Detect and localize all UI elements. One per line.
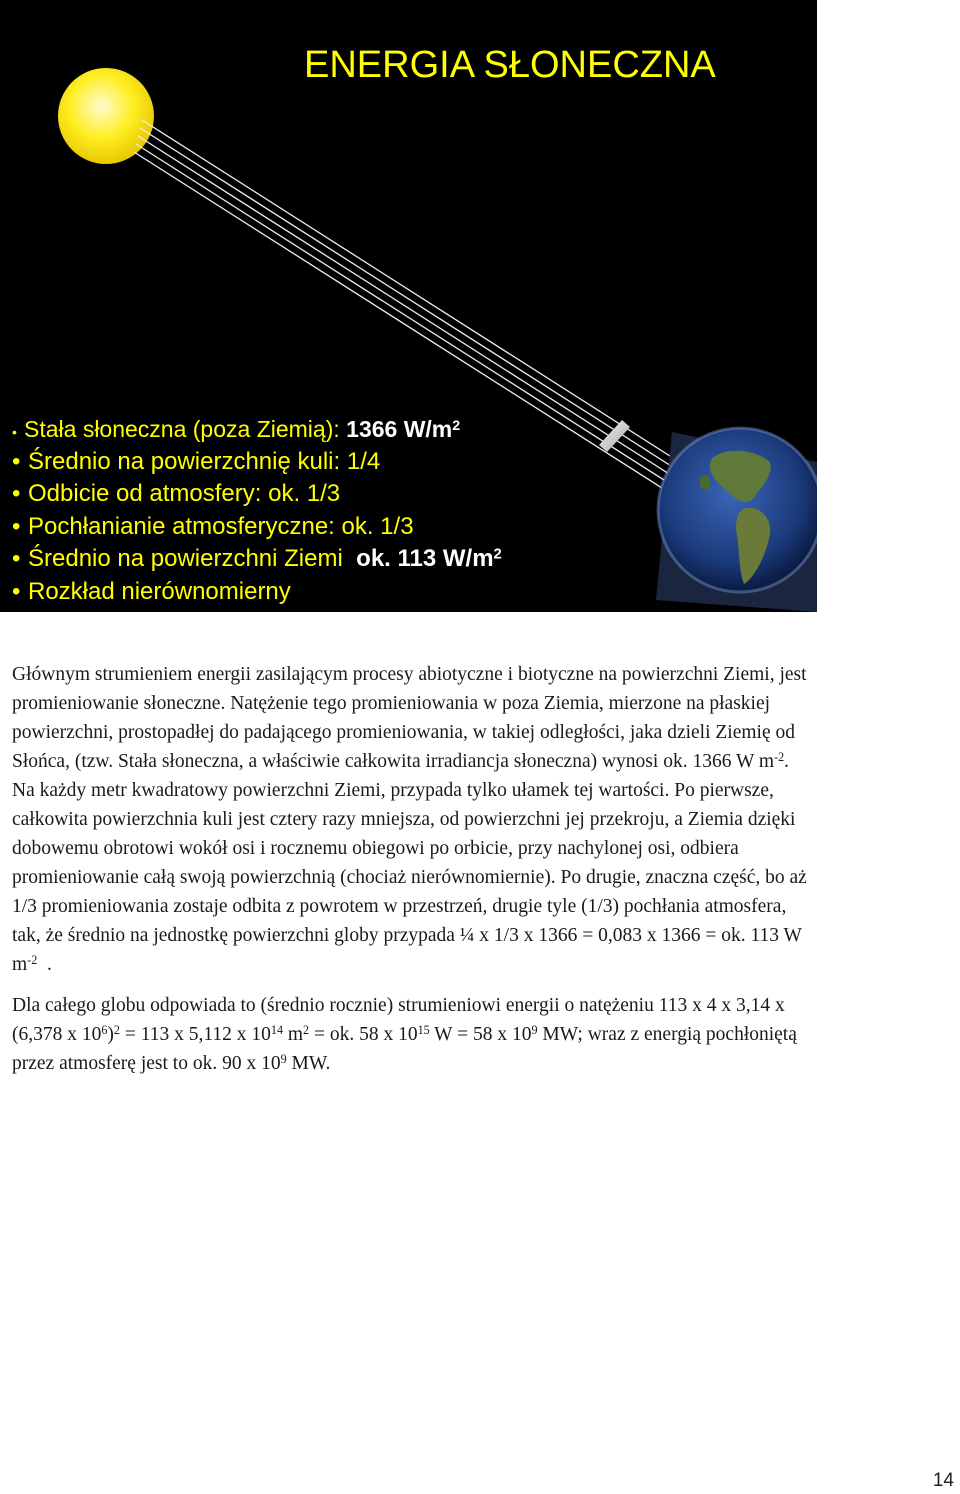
page-number: 14 <box>932 1470 954 1491</box>
superscript: 15 <box>417 1022 430 1037</box>
bullet-item <box>12 576 502 609</box>
bullet-value: ok. 113 W/m <box>356 545 494 572</box>
bullet-icon: • <box>12 480 21 507</box>
text-run: Dla całego globu odpowiada to (średnio rocznie) strumieniowi energii o natężeniu 113 x 4 x 3,14 x (6,378 x 10 <box>12 995 785 1045</box>
superscript: 2 <box>303 1022 310 1037</box>
bullet-item <box>12 511 502 544</box>
text-run: MW. <box>286 1053 331 1074</box>
superscript: 6 <box>101 1022 108 1037</box>
slide-bullets <box>12 413 502 608</box>
text-run: = ok. 58 x 10 <box>309 1024 418 1045</box>
slide-title: ENERGIA SŁONECZNA <box>304 44 716 86</box>
bullet-text: Odbicie od atmosfery: ok. 1/3 <box>28 480 341 507</box>
superscript: 2 <box>113 1022 120 1037</box>
paragraph-2 <box>12 991 812 1078</box>
text-run: . <box>37 954 52 975</box>
bullet-text: Średnio na powierzchni Ziemi <box>28 545 357 572</box>
paragraph-1 <box>12 660 812 979</box>
bullet-icon: • <box>12 512 21 540</box>
perpendicular-plane <box>599 420 630 452</box>
sun-icon <box>58 68 154 164</box>
text-run: m <box>282 1024 304 1045</box>
bullet-item <box>12 543 502 576</box>
bullet-sup: 2 <box>452 417 461 434</box>
earth-icon <box>656 428 817 612</box>
bullet-item <box>12 413 502 446</box>
text-run: Głównym strumieniem energii zasilającym procesy abiotyczne i biotyczne na powierzchni Ziemi, jest promieniowanie słoneczne. Natężenie tego promieniowania w poza Ziemia, mierzone na płaskiej powierzchni, prostopadłej do padającego promieniowania, w takiej odległości, jaka dzieli Ziemię od Słońca, (tzw. Stała słoneczna, a właściwie całkowita irradiancja słoneczna) wynosi ok. 1366 W m <box>12 664 807 772</box>
bullet-item <box>12 478 502 511</box>
superscript: 9 <box>531 1022 538 1037</box>
bullet-text: Średnio na powierzchnię kuli: 1/4 <box>28 447 381 475</box>
bullet-icon: • <box>12 577 21 605</box>
bullet-item <box>12 446 502 479</box>
bullet-sup: 2 <box>493 546 502 563</box>
superscript: 14 <box>270 1022 283 1037</box>
bullet-text: Pochłanianie atmosferyczne: ok. 1/3 <box>28 512 414 540</box>
superscript: -2 <box>774 749 785 764</box>
text-run: MW; wraz z energią pochłoniętą przez atmosferę jest to ok. 90 x 10 <box>12 1024 797 1074</box>
bullet-icon: • <box>12 447 21 475</box>
bullet-text: Stała słoneczna (poza Ziemią): <box>24 416 347 442</box>
slide <box>0 0 817 612</box>
bullet-icon: • <box>12 545 21 572</box>
bullet-text: Rozkład nierównomierny <box>28 577 291 605</box>
bullet-icon: • <box>12 424 17 440</box>
text-run: W = 58 x 10 <box>429 1024 532 1045</box>
text-run: ) <box>107 1024 114 1045</box>
text-run: . Na każdy metr kwadratowy powierzchni Ziemi, przypada tylko ułamek tej wartości. Po pierwsze, całkowita powierzchnia kuli jest cztery razy mniejsza, od powierzchni jej przekroju, a Ziemia dzięki dobowemu obrotowi wokół osi i rocznemu obiegowi po orbicie, przy nachylonej osi, odbiera promieniowanie całą swoją powierzchnią (chociaż nierównomiernie). Po drugie, znaczna część, bo aż 1/3 promieniowania zostaje odbita z powrotem w przestrzeń, drugie tyle (1/3) pochłania atmosfera, tak, że średnio na jednostkę powierzchni globy przypada ¼ x 1/3 x 1366 = 0,083 x 1366 = ok. 113 W m <box>12 751 807 975</box>
bullet-value: 1366 W/m <box>346 416 453 442</box>
superscript: 9 <box>280 1051 287 1066</box>
body-text <box>12 660 812 1078</box>
superscript: -2 <box>27 952 38 967</box>
text-run: = 113 x 5,112 x 10 <box>119 1024 271 1045</box>
